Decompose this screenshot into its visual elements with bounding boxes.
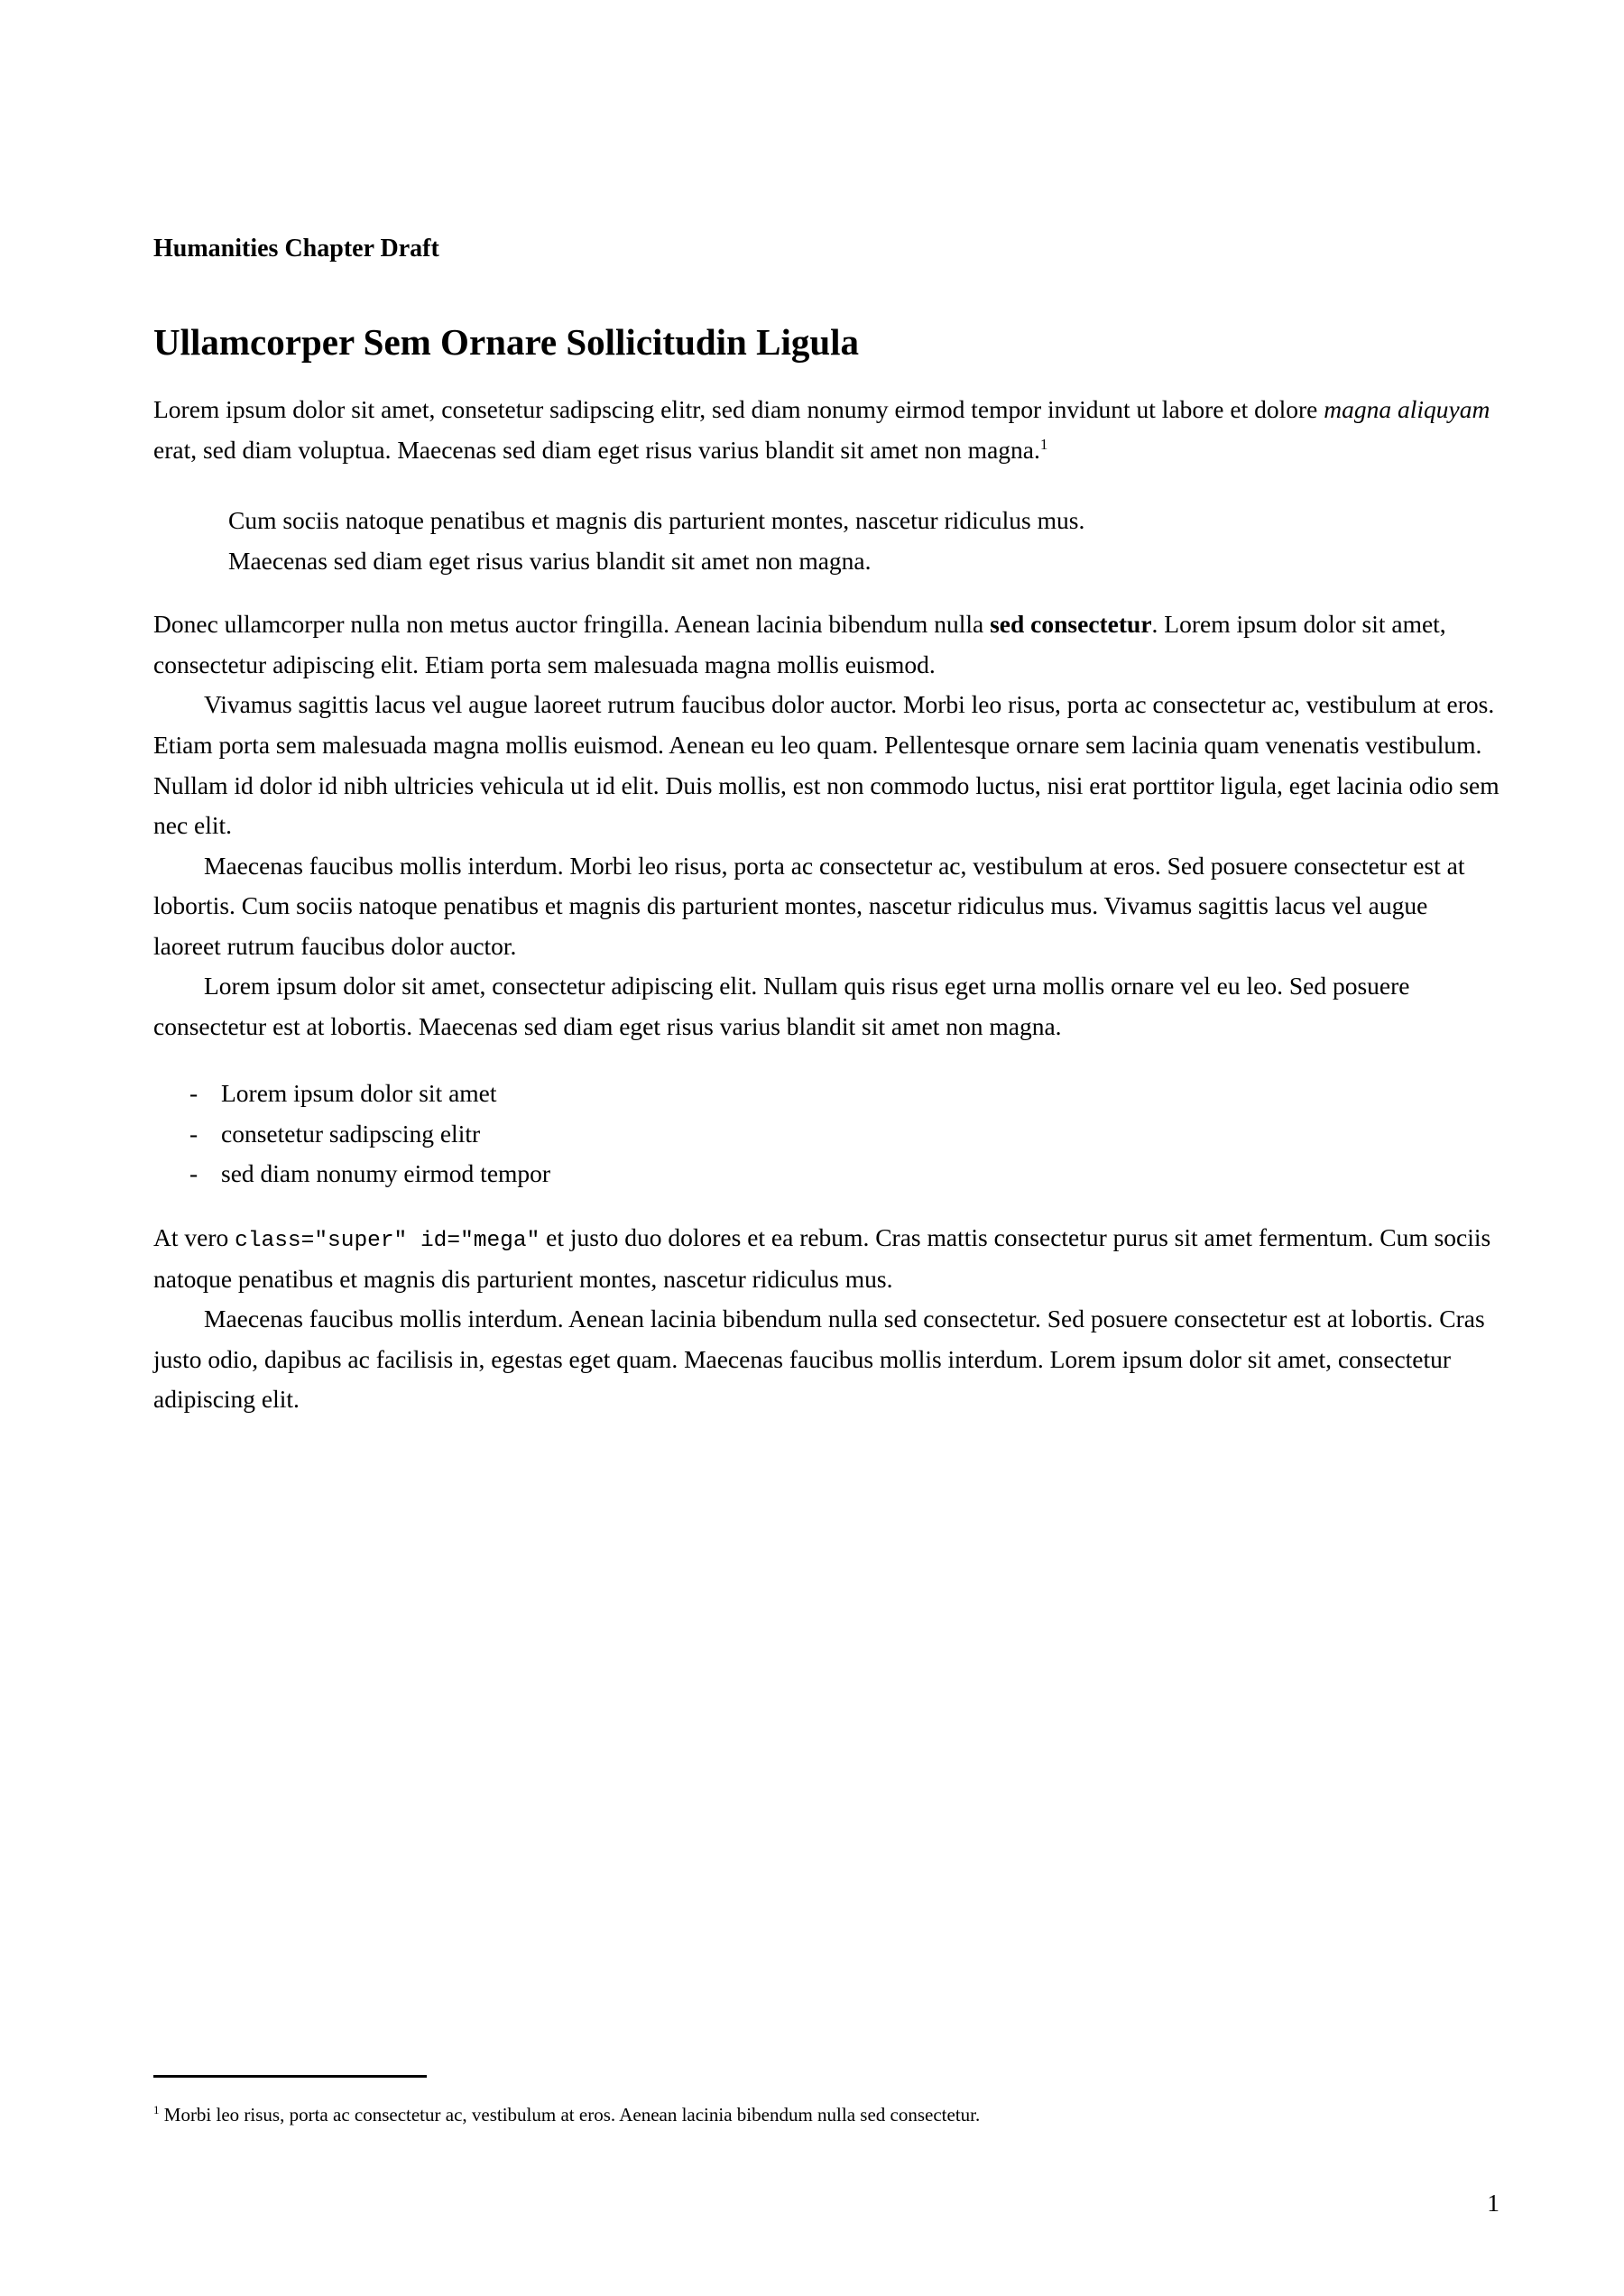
paragraph-7: Maecenas faucibus mollis interdum. Aenean lacinia bibendum nulla sed consectetur. Sed posuere consectetur est at lobortis. Cras justo odio, dapibus ac facilisis in, egestas eget quam. Maecenas faucibus mollis interdum. Lorem ipsum dolor sit amet, consectetur adipiscing elit.	[153, 1305, 1485, 1414]
list-item-label: Lorem ipsum dolor sit amet	[221, 1079, 497, 1108]
list-item-label: sed diam nonumy eirmod tempor	[221, 1159, 551, 1188]
paragraph-2	[153, 581, 1499, 685]
footnote-separator-rule	[153, 2075, 427, 2078]
lead-italic-phrase: magna aliquyam	[1324, 395, 1490, 424]
blockquote-line-2: Maecenas sed diam eget risus varius blandit sit amet non magna.	[228, 546, 872, 575]
running-header: Humanities Chapter Draft	[153, 235, 439, 263]
footnote-area	[153, 2075, 1499, 2128]
paragraph-6-part-1: At vero	[153, 1223, 235, 1252]
footnote-1	[153, 2101, 1499, 2128]
list-bullet-dash: -	[189, 1119, 198, 1148]
footnote-marker-1: 1	[153, 2103, 160, 2116]
inline-code-span: class="super" id="mega"	[235, 1229, 540, 1254]
list-item	[153, 1074, 1499, 1114]
list-item-label: consetetur sadipscing elitr	[221, 1119, 481, 1148]
blockquote	[153, 470, 1499, 581]
page-content	[153, 0, 1499, 1420]
list-bullet-dash: -	[189, 1159, 198, 1188]
lead-text-part-2: erat, sed diam voluptua. Maecenas sed diam eget risus varius blandit sit amet non magna.	[153, 435, 1040, 464]
paragraph-5: Lorem ipsum dolor sit amet, consectetur adipiscing elit. Nullam quis risus eget urna mollis ornare vel eu leo. Sed posuere consectetur est at lobortis. Maecenas sed diam eget risus varius blandit sit amet non magna.	[153, 972, 1410, 1040]
footnote-1-text: Morbi leo risus, porta ac consectetur ac, vestibulum at eros. Aenean lacinia bibendum nulla sed consectetur.	[163, 2104, 981, 2125]
list-bullet-dash: -	[189, 1079, 198, 1108]
page-title: Ullamcorper Sem Ornare Sollicitudin Ligula	[153, 321, 860, 363]
paragraph-6-part-2: et justo duo dolores et ea rebum. Cras mattis consectetur purus sit amet fermentum. Cum sociis natoque penatibus et magnis dis parturient montes, nascetur ridiculus mus.	[153, 1223, 1491, 1293]
footnote-reference-1[interactable]: 1	[1039, 435, 1048, 453]
list-item	[153, 1114, 1499, 1155]
paragraph-2-part-1: Donec ullamcorper nulla non metus auctor fringilla. Aenean lacinia bibendum nulla	[153, 610, 991, 639]
lead-paragraph	[153, 364, 1499, 470]
paragraph-4: Maecenas faucibus mollis interdum. Morbi leo risus, porta ac consectetur ac, vestibulum at eros. Sed posuere consectetur est at lobortis. Cum sociis natoque penatibus et magnis dis parturient montes, nascetur ridiculus mus. Vivamus sagittis lacus vel augue laoreet rutrum faucibus dolor auctor.	[153, 851, 1465, 960]
bullet-list	[153, 1047, 1499, 1194]
paragraph-6	[153, 1194, 1499, 1299]
paragraph-2-part-2: . Lorem ipsum dolor sit amet, consectetur adipiscing elit. Etiam porta sem malesuada magna mollis euismod.	[153, 610, 1446, 678]
list-item	[153, 1154, 1499, 1194]
paragraph-2-bold-phrase: sed consectetur	[990, 610, 1152, 639]
lead-text-part-1: Lorem ipsum dolor sit amet, consetetur sadipscing elitr, sed diam nonumy eirmod tempor invidunt ut labore et dolore	[153, 395, 1324, 424]
blockquote-line-1: Cum sociis natoque penatibus et magnis dis parturient montes, nascetur ridiculus mus.	[228, 506, 1085, 535]
paragraph-3: Vivamus sagittis lacus vel augue laoreet rutrum faucibus dolor auctor. Morbi leo risus, porta ac consectetur ac, vestibulum at eros. Etiam porta sem malesuada magna mollis euismod. Aenean eu leo quam. Pellentesque ornare sem lacinia quam venenatis vestibulum. Nullam id dolor id nibh ultricies vehicula ut id elit. Duis mollis, est non commodo luctus, nisi erat porttitor ligula, eget lacinia odio sem nec elit.	[153, 690, 1499, 840]
page-number: 1	[1487, 2189, 1499, 2217]
